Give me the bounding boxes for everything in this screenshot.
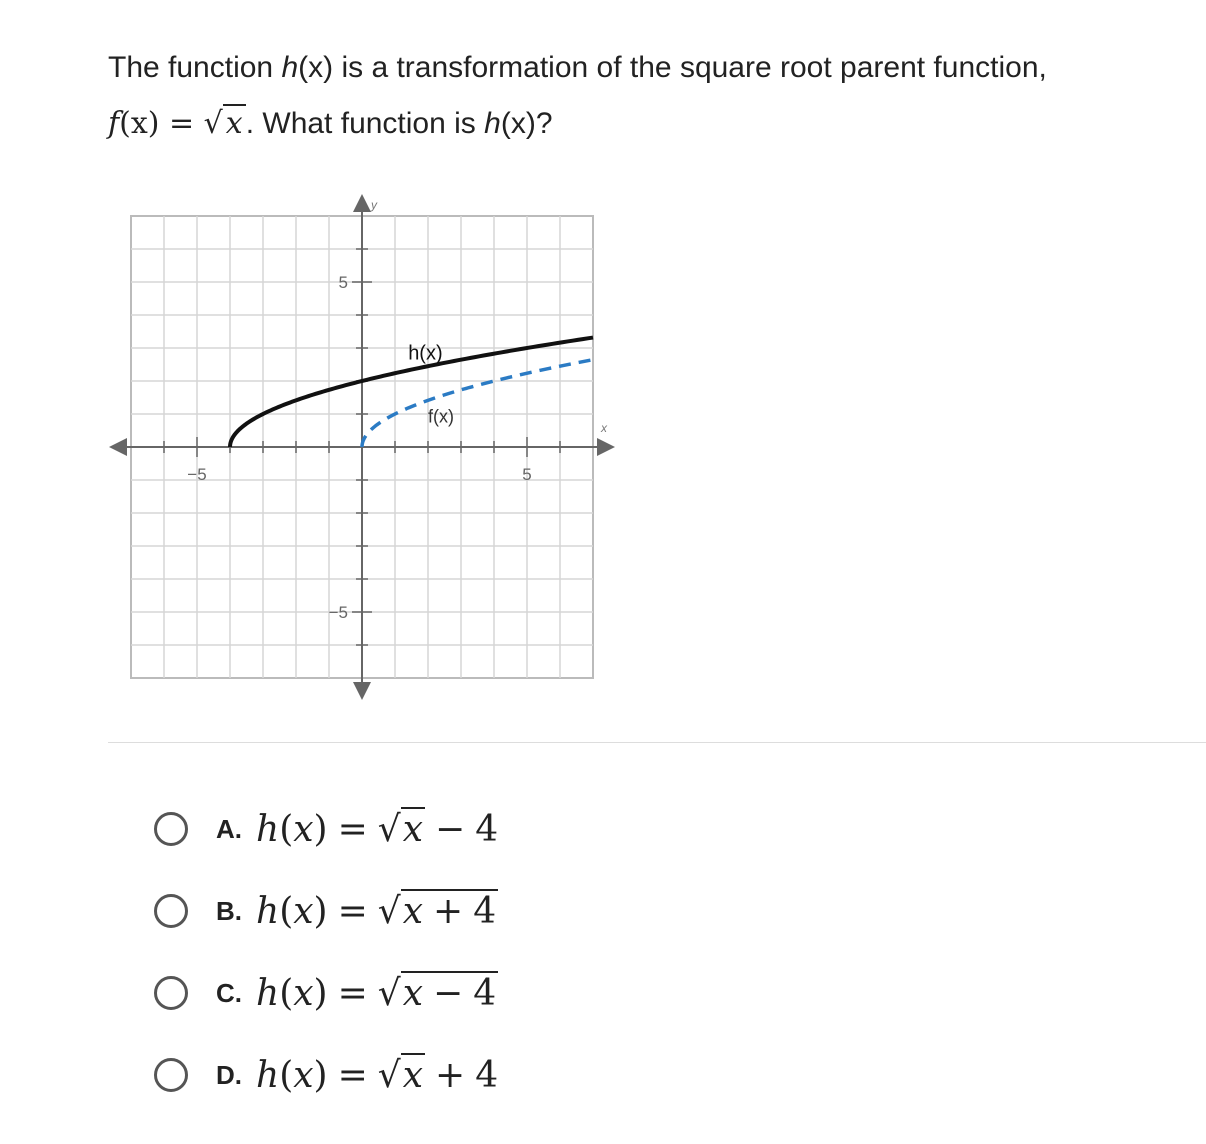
y-axis-arrow-down bbox=[353, 682, 371, 700]
function-name-h: h bbox=[256, 890, 280, 932]
radicand-var: x bbox=[402, 890, 424, 932]
equals-sign: = bbox=[337, 808, 368, 850]
radio-button-c[interactable] bbox=[154, 976, 188, 1010]
operator: + bbox=[435, 1054, 466, 1096]
h-curve-label: h(x) bbox=[408, 342, 443, 365]
x-axis-arrow-right bbox=[597, 438, 615, 456]
choice-letter-b: B. bbox=[216, 895, 242, 926]
operator: − bbox=[435, 808, 466, 850]
x-tick-label-5: 5 bbox=[522, 465, 532, 484]
radicand: x bbox=[402, 808, 424, 850]
choice-b[interactable] bbox=[154, 870, 498, 952]
choice-expression-d: h(x) = √x + 4 bbox=[256, 1054, 499, 1096]
operator: − bbox=[433, 972, 464, 1014]
function-name-h: h bbox=[256, 808, 280, 850]
question-line-1 bbox=[108, 40, 1168, 96]
function-var: x bbox=[293, 808, 314, 850]
x-tick-label-neg5: −5 bbox=[187, 465, 207, 484]
question-line-2 bbox=[108, 96, 1168, 152]
radicand: x bbox=[223, 104, 246, 141]
y-tick-label-5: 5 bbox=[338, 273, 348, 292]
choice-letter-a: A. bbox=[216, 813, 242, 844]
operator: + bbox=[433, 890, 464, 932]
question-text-part: The function bbox=[108, 51, 282, 84]
constant: 4 bbox=[473, 890, 497, 932]
radical-sign: √ bbox=[377, 972, 401, 1014]
y-axis-label: y bbox=[371, 198, 377, 212]
question-text-part: . What function is bbox=[245, 107, 485, 140]
radicand bbox=[401, 971, 498, 1014]
choice-letter-d: D. bbox=[216, 1059, 242, 1090]
choice-c[interactable] bbox=[154, 952, 498, 1034]
radicand bbox=[401, 889, 498, 932]
function-arg: (x) = bbox=[119, 106, 204, 141]
y-axis-arrow-up bbox=[353, 194, 371, 212]
question-text-part: is a transformation of the square root parent function, bbox=[333, 51, 1047, 84]
equals-sign: = bbox=[337, 972, 368, 1014]
choice-letter-c: C. bbox=[216, 977, 242, 1008]
equals-sign: = bbox=[337, 890, 368, 932]
function-name-h: h bbox=[484, 107, 501, 140]
radicand: x bbox=[402, 1054, 424, 1096]
function-var: x bbox=[293, 890, 314, 932]
equals-sign: = bbox=[337, 1054, 368, 1096]
y-tick-label-neg5: −5 bbox=[328, 603, 348, 622]
constant: 4 bbox=[475, 1054, 499, 1096]
answer-choices bbox=[154, 788, 498, 1116]
parent-function-expression bbox=[108, 106, 246, 141]
radical-sign: √ bbox=[377, 808, 401, 850]
sqrt-expression bbox=[204, 96, 246, 152]
function-name-h: h bbox=[256, 1054, 280, 1096]
f-curve-label: f(x) bbox=[428, 406, 454, 427]
function-arg: (x) bbox=[298, 51, 334, 84]
radio-button-a[interactable] bbox=[154, 812, 188, 846]
radical-sign: √ bbox=[203, 106, 223, 141]
x-axis-arrow-left bbox=[109, 438, 127, 456]
function-var: x bbox=[293, 972, 314, 1014]
function-name-h: h bbox=[256, 972, 280, 1014]
radio-button-d[interactable] bbox=[154, 1058, 188, 1092]
choice-d[interactable] bbox=[154, 1034, 498, 1116]
choice-expression-a: h(x) = √x − 4 bbox=[256, 808, 499, 850]
choice-expression-c: h(x) = √x − 4 bbox=[256, 972, 497, 1014]
function-name-h: h bbox=[281, 51, 299, 84]
question-mark: ? bbox=[535, 107, 553, 140]
x-axis-label: x bbox=[601, 421, 607, 435]
radical-sign: √ bbox=[377, 1054, 401, 1096]
choice-a[interactable] bbox=[154, 788, 498, 870]
question-text bbox=[108, 40, 1168, 152]
coordinate-graph bbox=[108, 192, 628, 702]
radicand-var: x bbox=[402, 972, 424, 1014]
function-arg: (x) bbox=[500, 107, 536, 140]
constant: 4 bbox=[473, 972, 497, 1014]
constant: 4 bbox=[475, 808, 499, 850]
function-var: x bbox=[293, 1054, 314, 1096]
divider bbox=[108, 742, 1206, 743]
function-name-f: f bbox=[108, 106, 120, 141]
radio-button-b[interactable] bbox=[154, 894, 188, 928]
radical-sign: √ bbox=[377, 890, 401, 932]
choice-expression-b: h(x) = √x + 4 bbox=[256, 890, 497, 932]
